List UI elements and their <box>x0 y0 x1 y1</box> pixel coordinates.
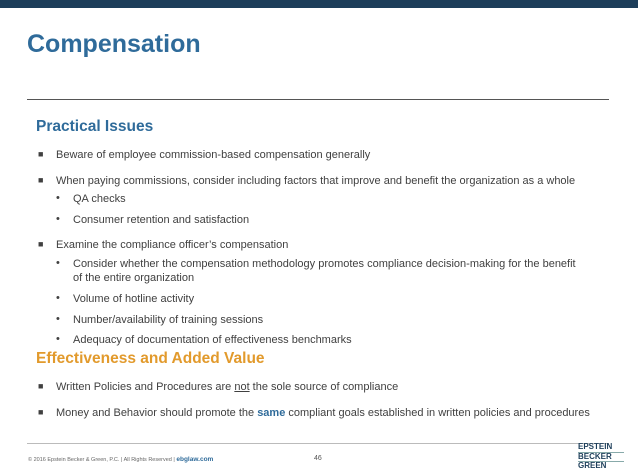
dot-bullet-icon: • <box>56 213 60 225</box>
logo-line-2: BECKER <box>578 452 624 462</box>
practical-bullet-3-sub-3: Number/availability of training sessions <box>73 314 264 326</box>
square-bullet-icon: ■ <box>38 239 44 249</box>
effectiveness-bullet-1-pre: Written Policies and Procedures are <box>56 381 235 393</box>
practical-bullet-3-sub-1-line-2: of the entire organization <box>73 272 195 284</box>
practical-bullet-2-sub-1: QA checks <box>73 193 126 205</box>
square-bullet-icon: ■ <box>38 407 44 417</box>
copyright-text: © 2016 Epstein Becker & Green, P.C. | All Rights Reserved | <box>28 457 175 463</box>
practical-bullet-3: Examine the compliance officer’s compensation <box>56 239 289 251</box>
square-bullet-icon: ■ <box>38 149 44 159</box>
effectiveness-bullet-2-pre: Money and Behavior should promote the <box>56 407 258 419</box>
practical-bullet-2: When paying commissions, consider including factors that improve and benefit the organization as a whole <box>56 175 576 187</box>
top-bar <box>0 0 638 8</box>
slide-title: Compensation <box>27 30 201 58</box>
practical-bullet-3-sub-2: Volume of hotline activity <box>73 293 195 305</box>
page-number: 46 <box>314 455 322 462</box>
dot-bullet-icon: • <box>56 313 60 325</box>
title-divider <box>27 99 609 100</box>
dot-bullet-icon: • <box>56 333 60 345</box>
effectiveness-bullet-2-post: compliant goals established in written policies and procedures <box>285 407 590 419</box>
dot-bullet-icon: • <box>56 257 60 269</box>
logo-line-1: EPSTEIN <box>578 442 613 451</box>
practical-bullet-2-sub-2: Consumer retention and satisfaction <box>73 214 250 226</box>
practical-bullet-3-sub-1-line-1: Consider whether the compensation methodology promotes compliance decision-making for the benefit <box>73 258 576 270</box>
square-bullet-icon: ■ <box>38 381 44 391</box>
dot-bullet-icon: • <box>56 292 60 304</box>
practical-issues-heading: Practical Issues <box>36 118 154 135</box>
practical-bullet-1: Beware of employee commission-based compensation generally <box>56 149 371 161</box>
square-bullet-icon: ■ <box>38 175 44 185</box>
effectiveness-bullet-2-highlight: same <box>257 407 286 419</box>
footer-copyright <box>28 456 213 463</box>
website-link[interactable]: ebglaw.com <box>176 456 214 463</box>
effectiveness-heading: Effectiveness and Added Value <box>36 350 265 367</box>
practical-bullet-3-sub-4: Adequacy of documentation of effectiveness benchmarks <box>73 334 352 346</box>
effectiveness-bullet-1-post: the sole source of compliance <box>249 381 399 393</box>
dot-bullet-icon: • <box>56 192 60 204</box>
effectiveness-bullet-2 <box>56 406 590 420</box>
firm-logo <box>578 443 624 471</box>
footer-divider <box>27 443 609 444</box>
effectiveness-bullet-1-underlined: not <box>234 381 250 393</box>
logo-line-3: GREEN <box>578 461 624 471</box>
effectiveness-bullet-1 <box>56 380 398 394</box>
